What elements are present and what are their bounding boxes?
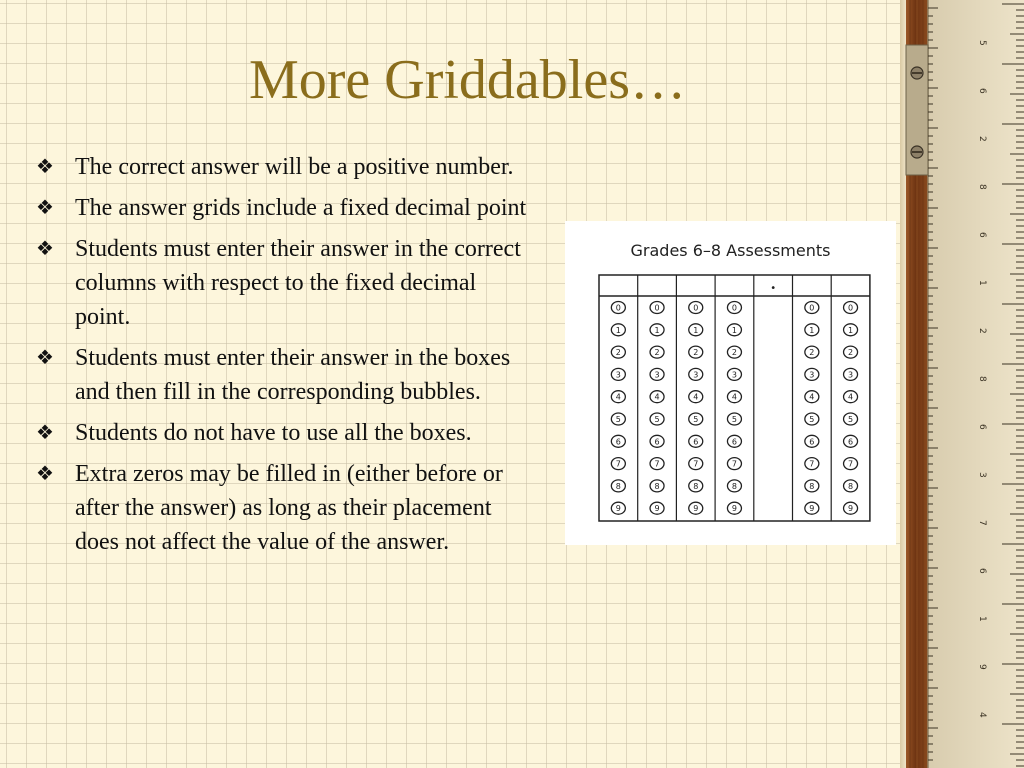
svg-text:8: 8 [977, 184, 987, 190]
bubble-digit-label: 3 [615, 370, 621, 380]
bubble-digit-label: 2 [615, 348, 621, 358]
wooden-ruler-decoration [900, 0, 1024, 768]
bubble-digit-label: 4 [615, 392, 621, 402]
bubble-digit-label: 7 [848, 459, 854, 469]
bullet-text: Students must enter their answer in the boxes and then fill in the corresponding bubbles. [75, 345, 511, 405]
slide-title: More Griddables… [248, 49, 686, 111]
bubble-digit-label: 2 [654, 348, 660, 358]
bubble-digit-label: 6 [615, 437, 621, 447]
four-diamond-bullet-icon: ❖ [36, 422, 54, 444]
bubble-digit-label: 5 [615, 415, 621, 424]
four-diamond-bullet-icon: ❖ [36, 156, 54, 178]
bubble-digit-label: 7 [809, 459, 815, 469]
bubble-digit-label: 1 [615, 325, 621, 335]
bubble-digit-label: 0 [848, 303, 854, 313]
svg-text:4: 4 [977, 712, 987, 718]
bubble-digit-label: 1 [654, 325, 660, 335]
bubble-digit-label: 8 [809, 481, 815, 491]
svg-text:2: 2 [977, 328, 987, 334]
svg-text:2: 2 [977, 136, 987, 142]
bubble-digit-label: 6 [654, 437, 660, 447]
bubble-digit-label: 1 [809, 325, 815, 335]
bullet-text: The correct answer will be a positive number. [75, 154, 514, 180]
bullet-item [36, 341, 536, 409]
bubble-digit-label: 9 [615, 504, 621, 514]
bubble-digit-label: 6 [809, 437, 815, 447]
answer-grid-title: Grades 6–8 Assessments [630, 241, 831, 260]
bullet-list [36, 150, 536, 566]
answer-grid-figure [565, 221, 896, 545]
bubble-digit-label: 6 [731, 437, 737, 447]
svg-text:6: 6 [977, 424, 987, 430]
bubble-digit-label: 0 [615, 303, 621, 313]
bubble-digit-label: 3 [809, 370, 815, 380]
bubble-digit-label: 4 [731, 392, 737, 402]
four-diamond-bullet-icon: ❖ [36, 463, 54, 485]
bubble-digit-label: 4 [809, 392, 815, 402]
bubble-digit-label: 5 [848, 415, 854, 424]
svg-text:9: 9 [977, 664, 987, 670]
bubble-digit-label: 8 [731, 481, 737, 491]
svg-text:8: 8 [977, 376, 987, 382]
bubble-digit-label: 0 [654, 303, 660, 313]
bubble-digit-label: 8 [693, 481, 699, 491]
bubble-digit-label: 9 [809, 504, 815, 514]
svg-text:6: 6 [977, 88, 987, 94]
bubble-digit-label: 3 [731, 370, 737, 380]
svg-text:7: 7 [977, 520, 987, 526]
bullet-item [36, 416, 536, 450]
four-diamond-bullet-icon: ❖ [36, 197, 54, 219]
four-diamond-bullet-icon: ❖ [36, 238, 54, 260]
bubble-digit-label: 6 [848, 437, 854, 447]
svg-text:5: 5 [977, 40, 987, 46]
four-diamond-bullet-icon: ❖ [36, 347, 54, 369]
bubble-digit-label: 7 [731, 459, 737, 469]
bubble-digit-label: 7 [654, 459, 660, 469]
bubble-digit-label: 9 [693, 504, 699, 514]
bubble-digit-label: 3 [693, 370, 699, 380]
bubble-digit-label: 3 [654, 370, 660, 380]
bubble-digit-label: 2 [809, 348, 815, 358]
bubble-digit-label: 1 [848, 325, 854, 335]
bubble-digit-label: 9 [731, 504, 737, 514]
bubble-digit-label: 8 [848, 481, 854, 491]
bubble-digit-label: 0 [731, 303, 737, 313]
bullet-text: Students do not have to use all the boxes. [75, 420, 472, 446]
bullet-item [36, 191, 536, 225]
bullet-text: Extra zeros may be filled in (either before or after the answer) as long as their placement does not affect the value of the answer. [75, 461, 503, 555]
bubble-digit-label: 0 [693, 303, 699, 313]
bullet-item [36, 232, 536, 334]
bubble-digit-label: 5 [693, 415, 699, 424]
bubble-digit-label: 7 [693, 459, 699, 469]
bubble-digit-label: 8 [654, 481, 660, 491]
bubble-digit-label: 4 [848, 392, 854, 402]
svg-text:1: 1 [977, 616, 987, 622]
bubble-digit-label: 7 [615, 459, 621, 469]
bubble-digit-label: 6 [693, 437, 699, 447]
bubble-digit-label: 1 [731, 325, 737, 335]
svg-text:6: 6 [977, 568, 987, 574]
svg-text:1: 1 [977, 280, 987, 286]
bullet-item [36, 150, 536, 184]
svg-text:6: 6 [977, 232, 987, 238]
bullet-text: The answer grids include a fixed decimal point [75, 195, 527, 221]
bubble-digit-label: 0 [809, 303, 815, 313]
bullet-text: Students must enter their answer in the correct columns with respect to the fixed decimal point. [75, 236, 521, 330]
bubble-digit-label: 5 [731, 415, 737, 424]
bubble-digit-label: 8 [615, 481, 621, 491]
bullet-item [36, 457, 536, 559]
bubble-digit-label: 2 [693, 348, 699, 358]
bubble-digit-label: 5 [809, 415, 815, 424]
answer-grid [565, 221, 896, 545]
bubble-digit-label: 5 [654, 415, 660, 424]
bubble-digit-label: 1 [693, 325, 699, 335]
decimal-point-label: • [770, 283, 777, 294]
bubble-digit-label: 9 [654, 504, 660, 514]
bubble-digit-label: 2 [731, 348, 737, 358]
svg-text:3: 3 [977, 472, 987, 478]
bubble-digit-label: 2 [848, 348, 854, 358]
bubble-digit-label: 3 [848, 370, 854, 380]
bubble-digit-label: 9 [848, 504, 854, 514]
bubble-digit-label: 4 [654, 392, 660, 402]
bubble-digit-label: 4 [693, 392, 699, 402]
